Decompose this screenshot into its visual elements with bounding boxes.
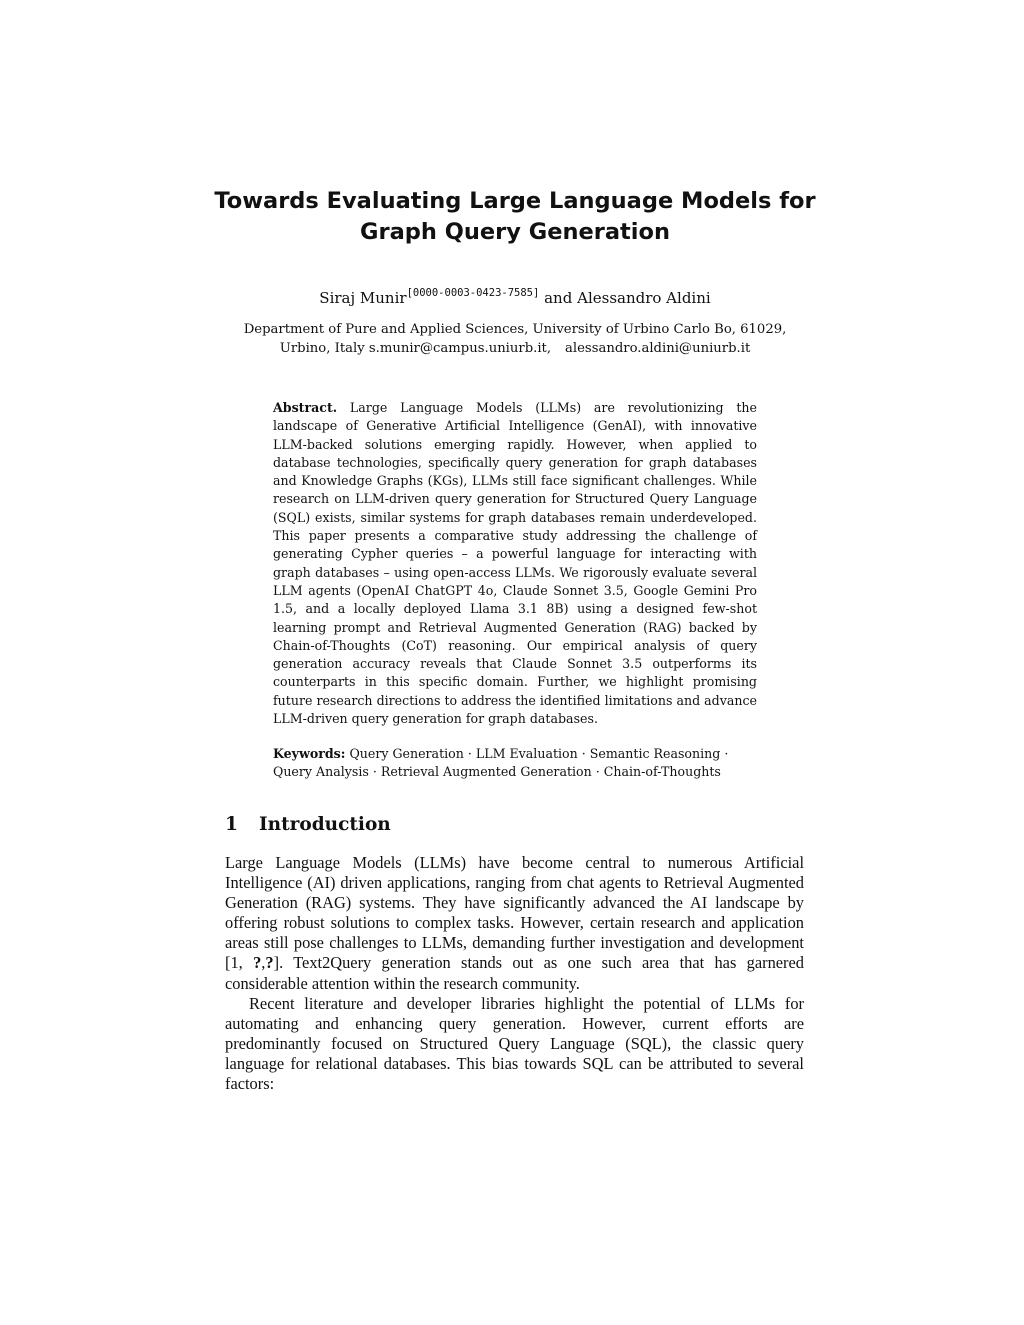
- author-name: Alessandro Aldini: [577, 289, 711, 307]
- paper-title: [200, 186, 830, 248]
- section-title: Introduction: [259, 814, 391, 835]
- keywords-text: Query Generation · LLM Evaluation · Semantic Reasoning · Query Analysis · Retrieval Augmented Generation · Chain-of-Thoughts: [273, 746, 729, 780]
- body-paragraph: [225, 853, 804, 994]
- abstract-label: Abstract.: [273, 400, 338, 415]
- keywords-label: Keywords:: [273, 746, 346, 761]
- affiliation-city: Urbino,: [279, 341, 331, 356]
- paragraph-text: . Text2Query generation stands out as one such area that has garnered considerable attention within the research community.: [225, 953, 804, 993]
- affiliation-country: Italy: [334, 341, 365, 356]
- citation-unresolved: ?: [253, 953, 262, 973]
- section-heading: [225, 812, 391, 838]
- citation-unresolved: ?: [265, 953, 274, 973]
- citation-separator: ,: [261, 953, 266, 973]
- abstract-text: Large Language Models (LLMs) are revolutionizing the landscape of Generative Artificial Intelligence (GenAI), with innovative LLM-backed solutions emerging rapidly. However, when applied to database technologies, specifically query generation for graph databases and Knowledge Graphs (KGs), LLMs still face significant challenges. While research on LLM-driven query generation for Structured Query Language (SQL) exists, similar systems for graph databases remain underdeveloped. This paper presents a comparative study addressing the challenge of generating Cypher queries – a powerful language for interacting with graph databases – using open-access LLMs. We rigorously evaluate several LLM agents (OpenAI ChatGPT 4o, Claude Sonnet 3.5, Google Gemini Pro 1.5, and a locally deployed Llama 3.1 8B) using a designed few-shot learning prompt and Retrieval Augmented Generation (RAG) backed by Chain-of-Thoughts (CoT) reasoning. Our empirical analysis of query generation accuracy reveals that Claude Sonnet 3.5 outperforms its counterparts in this specific domain. Further, we highlight promising future research directions to address the identified limitations and advance LLM-driven query generation for graph databases.: [273, 400, 757, 727]
- citation[interactable]: [225, 953, 279, 972]
- author-email[interactable]: alessandro.aldini@uniurb.it: [565, 341, 751, 356]
- affiliation: [230, 320, 800, 358]
- author-conjunction: and: [544, 289, 573, 307]
- paragraph-text: Large Language Models (LLMs) have become central to numerous Artificial Intelligence (AI) driven applications, ranging from chat agents to Retrieval Augmented Generation (RAG) systems. They have significantly advanced the AI landscape by offering robust solutions to complex tasks. However, certain research and application areas still pose challenges to LLMs, demanding further investigation and development: [225, 853, 804, 953]
- citation-open: [1,: [225, 953, 254, 973]
- author-list: [200, 283, 830, 309]
- section-number: 1: [225, 814, 238, 835]
- affiliation-department: Department of Pure and Applied Sciences, University of Urbino Carlo Bo, 61029,: [243, 322, 787, 337]
- author-email[interactable]: s.munir@campus.uniurb.it,: [368, 341, 552, 356]
- citation-close: ]: [273, 953, 280, 973]
- title-line-2: Graph Query Generation: [360, 219, 670, 245]
- abstract: [273, 399, 757, 728]
- keywords: [273, 745, 757, 782]
- body-paragraph: Recent literature and developer libraries highlight the potential of LLMs for automating and enhancing query generation. However, current efforts are predominantly focused on Structured Query Language (SQL), the classic query language for relational databases. This bias towards SQL can be attributed to several factors:: [225, 993, 804, 1094]
- author-orcid: [0000-0003-0423-7585]: [406, 287, 540, 299]
- title-line-1: Towards Evaluating Large Language Models for: [214, 188, 816, 214]
- section-body: [225, 853, 804, 1094]
- author-name: Siraj Munir: [319, 289, 407, 307]
- affiliation-location-emails: [230, 339, 800, 358]
